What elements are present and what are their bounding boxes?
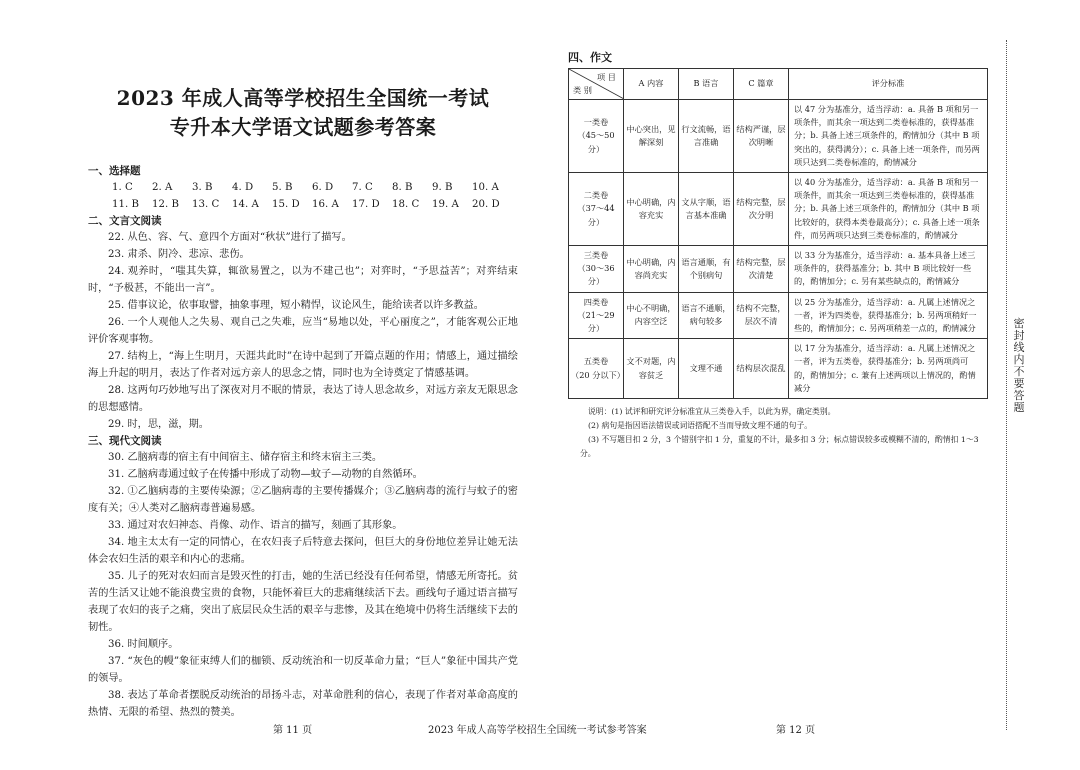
answer-24: 24. 观养时，“嗤其失算，辄欲易置之，以为不建己也”；对弈时，“予思益苦”；对弈结束时，“予极甚，不能出一言”。 bbox=[88, 266, 518, 294]
answer-item: 15. D bbox=[272, 199, 300, 210]
content-cell: 中心明确，内容充实 bbox=[624, 173, 679, 246]
column-header: A 内容 bbox=[624, 69, 679, 100]
answer-item: 3. B bbox=[192, 182, 213, 193]
answer-item: 19. A bbox=[432, 199, 459, 210]
section-heading-2: 二、文言文阅读 bbox=[88, 215, 162, 227]
answer-item: 7. C bbox=[352, 182, 373, 193]
standard-cell: 以 40 分为基准分，适当浮动：a. 具备 B 项和另一项条件，而其余一项达到三类卷标准的，获得基准分；b. 具备上述三项条件的，酌情加分（其中 B 项比较好的，获得本类卷最高分）；c. 具备上述一项条件，而另两项只达到三类卷标准的，酌情减分 bbox=[789, 173, 988, 246]
answer-26: 26. 一个人观他人之失易、观自己之失难，应当“易地以处，平心丽度之”，才能客观公正地评价客观事物。 bbox=[88, 317, 518, 345]
language-cell: 文理不通 bbox=[679, 339, 734, 399]
content-cell: 中心不明确，内容空泛 bbox=[624, 292, 679, 339]
answer-29: 29. 时，思，滋，期。 bbox=[108, 419, 209, 430]
category-cell: 五类卷 （20 分以下） bbox=[569, 339, 624, 399]
content-cell: 中心明确，内容尚充实 bbox=[624, 246, 679, 293]
answer-31: 31. 乙脑病毒通过蚊子在传播中形成了动物—蚊子—动物的自然循环。 bbox=[108, 469, 423, 480]
language-cell: 语言通顺，有个别病句 bbox=[679, 246, 734, 293]
answer-item: 10. A bbox=[472, 182, 499, 193]
column-header: C 篇章 bbox=[734, 69, 789, 100]
column-header: B 语言 bbox=[679, 69, 734, 100]
column-header: 评分标准 bbox=[789, 69, 988, 100]
answer-32: 32. ①乙脑病毒的主要传染源；②乙脑病毒的主要传播媒介；③乙脑病毒的流行与蚊子的密度有关；④人类对乙脑病毒普遍易感。 bbox=[88, 486, 518, 514]
grading-table bbox=[568, 68, 988, 399]
standard-cell: 以 33 分为基准分，适当浮动：a. 基本具备上述三项条件的，获得基准分；b. 其中 B 项比较好一些的，酌情加分；c. 另有某些缺点的，酌情减分 bbox=[789, 246, 988, 293]
answer-item: 17. D bbox=[352, 199, 380, 210]
standard-cell: 以 47 分为基准分，适当浮动：a. 具备 B 项和另一项条件，而其余一项达到二类卷标准的，获得基准分；b. 具备上述三项条件的，酌情加分（其中 B 项突出的，获得满分）；c. 具备上述一项条件，而另两项只达到二类卷标准的，酌情减分 bbox=[789, 100, 988, 173]
category-cell: 一类卷 （45～50 分） bbox=[569, 100, 624, 173]
section-heading-3: 三、现代文阅读 bbox=[88, 435, 162, 447]
corner-label-top: 项 目 bbox=[597, 72, 616, 82]
table-row bbox=[569, 100, 988, 173]
answer-34: 34. 地主太太有一定的同情心，在农妇丧子后特意去探问，但巨大的身份地位差异让她无法体会农妇生活的艰辛和内心的悲痛。 bbox=[88, 537, 518, 565]
answer-item: 11. B bbox=[112, 199, 139, 210]
footer-title: 2023 年成人高等学校招生全国统一考试参考答案 bbox=[428, 725, 647, 736]
table-row bbox=[569, 292, 988, 339]
answer-28: 28. 这两句巧妙地写出了深夜对月不眠的情景，表达了诗人思念故乡，对远方亲友无限思念的思想感情。 bbox=[88, 385, 518, 413]
answer-30: 30. 乙脑病毒的宿主有中间宿主、储存宿主和终末宿主三类。 bbox=[108, 452, 383, 463]
content-cell: 文不对题，内容贫乏 bbox=[624, 339, 679, 399]
structure-cell: 结构完整，层次分明 bbox=[734, 173, 789, 246]
answer-22: 22. 从色、容、气、意四个方面对“秋状”进行了描写。 bbox=[108, 232, 352, 243]
structure-cell: 结构严谨，层次明晰 bbox=[734, 100, 789, 173]
answer-item: 9. B bbox=[432, 182, 453, 193]
category-cell: 三类卷 （30～36 分） bbox=[569, 246, 624, 293]
answer-33: 33. 通过对农妇神态、肖像、动作、语言的描写，刻画了其形象。 bbox=[108, 520, 403, 531]
answer-item: 12. B bbox=[152, 199, 179, 210]
structure-cell: 结构不完整，层次不清 bbox=[734, 292, 789, 339]
left-page bbox=[88, 84, 518, 721]
table-row bbox=[569, 246, 988, 293]
section-heading-4: 四、作文 bbox=[568, 51, 612, 64]
answer-item: 2. A bbox=[152, 182, 173, 193]
category-cell: 二类卷 （37～44 分） bbox=[569, 173, 624, 246]
mc-answers-row-2 bbox=[88, 196, 518, 213]
standard-cell: 以 17 分为基准分，适当浮动：a. 凡属上述情况之一者，评为五类卷，获得基准分；b. 另两项尚可的，酌情加分；c. 兼有上述两项以上情况的，酌情减分 bbox=[789, 339, 988, 399]
corner-label-bottom: 类 别 bbox=[573, 84, 592, 95]
structure-cell: 结构完整，层次清楚 bbox=[734, 246, 789, 293]
note-2: (2) 病句是指因语法错误或词语搭配不当而导致文理不通的句子。 bbox=[588, 421, 813, 431]
notes bbox=[568, 405, 988, 461]
language-cell: 文从字顺，语言基本准确 bbox=[679, 173, 734, 246]
answer-25: 25. 借事议论，依事取譬，抽象事理，短小精悍，议论风生，能给读者以许多教益。 bbox=[108, 300, 484, 311]
table-row bbox=[569, 339, 988, 399]
answer-38: 38. 表达了革命者摆脱反动统治的昂扬斗志，对革命胜利的信心，表现了作者对革命高度的热情、无限的希望、热烈的赞美。 bbox=[88, 690, 518, 718]
seal-line bbox=[1006, 40, 1007, 730]
document-title: 2023 年成人高等学校招生全国统一考试 bbox=[116, 86, 490, 110]
page-number-left: 第 11 页 bbox=[273, 725, 313, 736]
answer-item: 5. B bbox=[272, 182, 293, 193]
answer-item: 6. D bbox=[312, 182, 334, 193]
answer-35: 35. 儿子的死对农妇而言是毁灭性的打击，她的生活已经没有任何希望，情感无所寄托。贫苦的生活又让她不能浪费宝贵的食物，只能怀着巨大的悲痛继续活下去。画线句子通过语言描写表现了农妇的丧子之痛，突出了底层民众生活的艰辛与悲惨，及其在绝境中仍将生活继续下去的韧性。 bbox=[88, 571, 518, 633]
answer-37: 37. “灰色的幔”象征束缚人们的枷锁、反动统治和一切反革命力量；“巨人”象征中国共产党的领导。 bbox=[88, 656, 518, 684]
table-corner-cell bbox=[569, 69, 624, 100]
answer-23: 23. 肃杀、阴冷、悲凉、悲伤。 bbox=[108, 249, 250, 260]
category-cell: 四类卷 （21～29 分） bbox=[569, 292, 624, 339]
note-3: (3) 不写题目扣 2 分，3 个错别字扣 1 分，重复的不计，最多扣 3 分；标点错误较多或模糊不清的，酌情扣 1～3 分。 bbox=[580, 435, 979, 459]
answer-27: 27. 结构上，“海上生明月，天涯共此时”在诗中起到了开篇点题的作用；情感上，通过描绘海上升起的明月，表达了作者对远方亲人的思念之情，同时也为全诗奠定了情感基调。 bbox=[88, 351, 518, 379]
content-cell: 中心突出，见解深刻 bbox=[624, 100, 679, 173]
answer-item: 14. A bbox=[232, 199, 259, 210]
document-subtitle: 专升本大学语文试题参考答案 bbox=[169, 115, 437, 139]
answer-item: 8. B bbox=[392, 182, 413, 193]
language-cell: 语言不通顺，病句较多 bbox=[679, 292, 734, 339]
seal-line-text: 密封线内不要答题 bbox=[1013, 317, 1025, 414]
answer-item: 13. C bbox=[192, 199, 220, 210]
language-cell: 行文流畅，语言准确 bbox=[679, 100, 734, 173]
right-page bbox=[568, 50, 988, 461]
standard-cell: 以 25 分为基准分，适当浮动：a. 凡属上述情况之一者，评为四类卷，获得基准分；b. 另两项稍好一些的，酌情加分；c. 另两项稍差一点的，酌情减分 bbox=[789, 292, 988, 339]
answer-item: 18. C bbox=[392, 199, 420, 210]
note-1: 说明：(1) 试评和研究评分标准宜从三类卷入手，以此为界，确定类别。 bbox=[588, 407, 836, 417]
section-heading-1: 一、选择题 bbox=[88, 165, 141, 177]
answer-item: 1. C bbox=[112, 182, 133, 193]
answer-item: 20. D bbox=[472, 199, 500, 210]
mc-answers-row-1 bbox=[88, 179, 518, 196]
answer-item: 4. D bbox=[232, 182, 254, 193]
page-number-right: 第 12 页 bbox=[776, 725, 816, 736]
table-header-row bbox=[569, 69, 988, 100]
answer-item: 16. A bbox=[312, 199, 339, 210]
table-row bbox=[569, 173, 988, 246]
structure-cell: 结构层次混乱 bbox=[734, 339, 789, 399]
answer-36: 36. 时间顺序。 bbox=[108, 639, 179, 650]
